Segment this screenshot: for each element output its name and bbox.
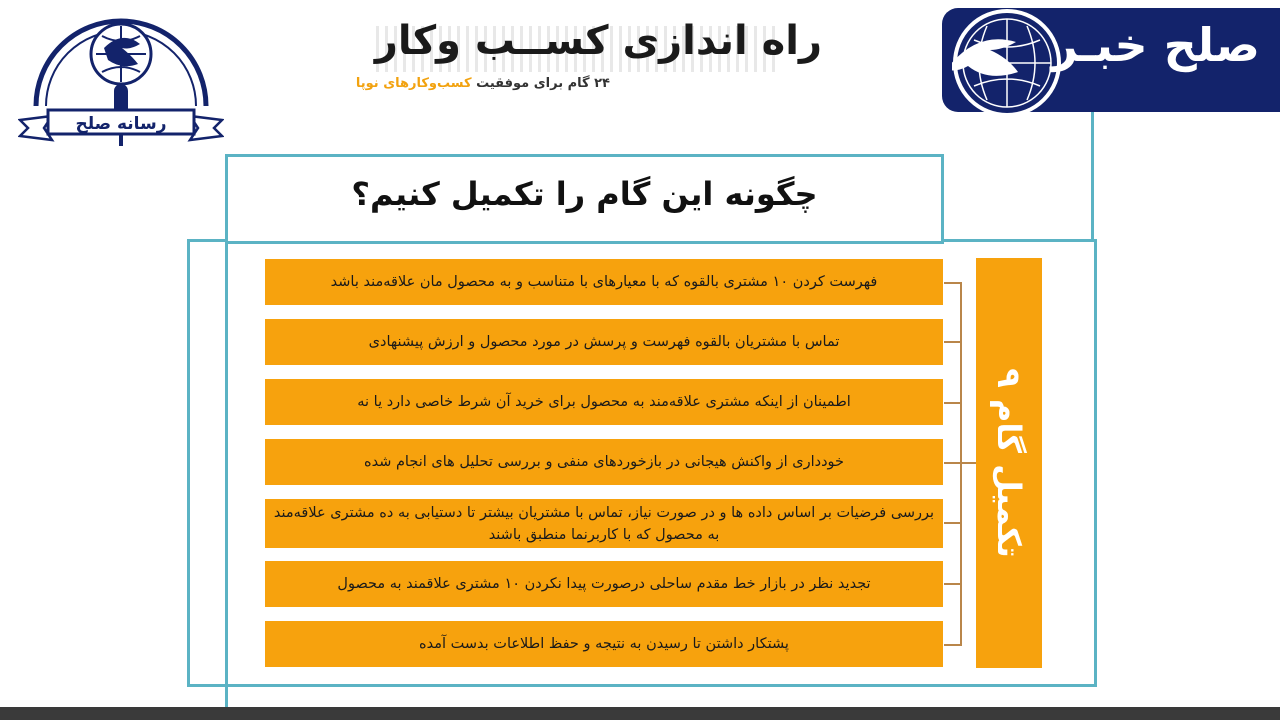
rasaneh-solh-logo: [18, 4, 224, 154]
step-item: خودداری از واکنش هیجانی در بازخوردهای منفی و بررسی تحلیل های انجام شده: [265, 439, 943, 485]
step-panel: [976, 258, 1042, 668]
header-subtitle: [356, 76, 610, 91]
step-item: اطمینان از اینکه مشتری علاقه‌مند به محصول برای خرید آن شرط خاصی دارد یا نه: [265, 379, 943, 425]
step-item: فهرست کردن ۱۰ مشتری بالقوه که با معیارهای با متناسب و به محصول مان علاقه‌مند باشد: [265, 259, 943, 305]
bracket-tick: [944, 282, 962, 284]
logo-ribbon-text: رسانه صلح: [75, 114, 167, 134]
slide-title: چگونه این گام را تکمیل کنیم؟: [351, 175, 818, 213]
frame-connector-right: [1091, 112, 1094, 242]
bracket-tick: [944, 341, 962, 343]
bracket-tick: [944, 402, 962, 404]
step-label: تکمیل گام ۹: [990, 368, 1028, 558]
step-item: تجدید نظر در بازار خط مقدم ساحلی درصورت پیدا نکردن ۱۰ مشتری علاقمند به محصول: [265, 561, 943, 607]
header-block: [355, 14, 830, 104]
bracket-tick: [944, 583, 962, 585]
frame-connector-left: [225, 239, 228, 709]
bottom-strip: [0, 707, 1280, 720]
bracket-connector: [960, 462, 976, 464]
step-item: بررسی فرضیات بر اساس داده ها و در صورت نیاز، تماس با مشتریان بیشتر تا دستیابی به ده مشتری علاقه‌مند به محصول که با کاربرنما منطبق باشند: [265, 499, 943, 548]
bracket-tick: [944, 462, 962, 464]
header-subtitle-prefix: ۲۴ گام برای موفقیت: [476, 76, 610, 91]
brand-name: صلح خبـر: [1051, 18, 1260, 72]
step-item: پشتکار داشتن تا رسیدن به نتیجه و حفظ اطلاعات بدست آمده: [265, 621, 943, 667]
header-subtitle-highlight: کسب‌وکارهای نوپا: [355, 76, 472, 91]
step-item: تماس با مشتریان بالقوه فهرست و پرسش در مورد محصول و ارزش پیشنهادی: [265, 319, 943, 365]
globe-emblem-icon: [952, 8, 1062, 118]
title-frame: [225, 154, 944, 244]
bracket-tick: [944, 644, 962, 646]
bracket-tick: [944, 522, 962, 524]
header-title: راه اندازی کســب وکار: [374, 18, 822, 64]
